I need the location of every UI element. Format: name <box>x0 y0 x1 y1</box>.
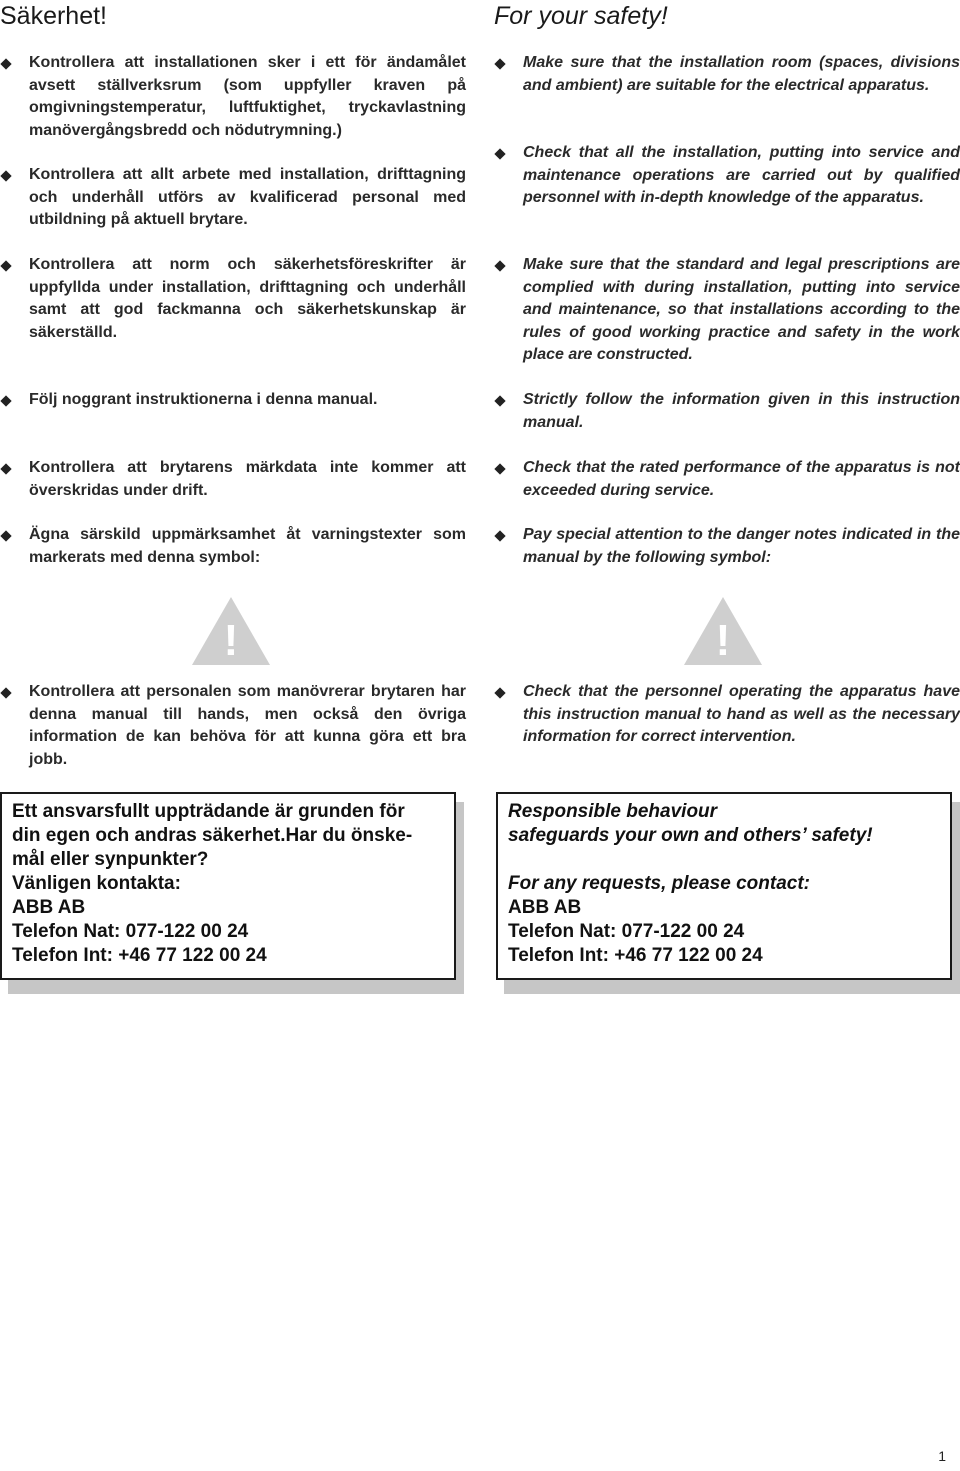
bullet-diamond-icon <box>0 687 11 698</box>
list-item: Check that the rated performance of the apparatus is not exceeded during service. <box>494 457 960 502</box>
warning-triangle-icon <box>682 595 764 667</box>
contact-phone-nat: Telefon Nat: 077-122 00 24 <box>12 921 249 942</box>
warning-triangle-icon <box>190 595 272 667</box>
contact-text: din egen och andras säkerhet.Har du önske- <box>12 825 413 846</box>
bullet-diamond-icon <box>0 395 11 406</box>
page-title-sv: Säkerhet! <box>0 2 108 30</box>
page-title-en: For your safety! <box>494 2 668 30</box>
bullet-diamond-icon <box>0 58 11 69</box>
list-item: Kontrollera att brytarens märkdata inte kommer att överskridas under drift. <box>0 457 466 502</box>
contact-phone-int: Telefon Int: +46 77 122 00 24 <box>12 945 267 966</box>
contact-text: Vänligen kontakta: <box>12 873 181 894</box>
list-item: Make sure that the installation room (spaces, divisions and ambient) are suitable for the electrical apparatus. <box>494 52 960 97</box>
contact-text: Responsible behaviour <box>508 801 718 822</box>
list-item: Kontrollera att allt arbete med installation, drifttagning och underhåll utförs av kvalificerad personal med utbildning på aktuell brytare. <box>0 164 466 232</box>
page-number: 1 <box>938 1448 946 1464</box>
contact-phone-int: Telefon Int: +46 77 122 00 24 <box>508 945 763 966</box>
list-item: Pay special attention to the danger notes indicated in the manual by the following symbol: <box>494 524 960 569</box>
list-item: Kontrollera att personalen som manövrerar brytaren har denna manual till hands, men också den övriga information de kan behöva för att kunna göra ett bra jobb. <box>0 681 466 771</box>
bullet-diamond-icon <box>494 58 505 69</box>
list-item: Check that the personnel operating the apparatus have this instruction manual to hand as well as the necessary information for correct intervention. <box>494 681 960 749</box>
contact-company: ABB AB <box>12 897 86 918</box>
bullet-diamond-icon <box>0 530 11 541</box>
list-item: Ägna särskild uppmärksamhet åt varningstexter som markerats med denna symbol: <box>0 524 466 569</box>
contact-text: Ett ansvarsfullt uppträdande är grunden för <box>12 801 405 822</box>
bullet-diamond-icon <box>0 170 11 181</box>
list-item: Check that all the installation, putting into service and maintenance operations are carried out by qualified personnel with in-depth knowledge of the apparatus. <box>494 142 960 210</box>
contact-text: safeguards your own and others’ safety! <box>508 825 873 846</box>
contact-text: mål eller synpunkter? <box>12 849 209 870</box>
bullet-diamond-icon <box>494 148 505 159</box>
warning-glyph: ! <box>223 616 239 665</box>
bullet-diamond-icon <box>494 463 505 474</box>
bullet-diamond-icon <box>0 260 11 271</box>
warning-glyph: ! <box>715 616 731 665</box>
contact-box-sv <box>0 792 456 980</box>
bullet-diamond-icon <box>494 395 505 406</box>
bullet-diamond-icon <box>494 260 505 271</box>
list-item: Strictly follow the information given in this instruction manual. <box>494 389 960 434</box>
bullet-diamond-icon <box>494 687 505 698</box>
list-item: Kontrollera att installationen sker i ett för ändamålet avsett ställverksrum (som uppfyller kraven på omgivningstemperatur, luftfuktighet, tryckavlastning manövergångsbredd och nödutrymning.) <box>0 52 466 142</box>
contact-phone-nat: Telefon Nat: 077-122 00 24 <box>508 921 745 942</box>
list-item: Make sure that the standard and legal prescriptions are complied with during installation, putting into service and maintenance, so that installations according to the rules of good working practice and safety in the work place are constructed. <box>494 254 960 367</box>
contact-company: ABB AB <box>508 897 582 918</box>
list-item: Följ noggrant instruktionerna i denna manual. <box>0 389 466 412</box>
bullet-diamond-icon <box>0 463 11 474</box>
contact-box-en <box>496 792 952 980</box>
bullet-diamond-icon <box>494 530 505 541</box>
list-item: Kontrollera att norm och säkerhetsföreskrifter är uppfyllda under installation, drifttagning och underhåll samt att god fackmanna och säkerhetskunskap är säkerställd. <box>0 254 466 344</box>
contact-text: For any requests, please contact: <box>508 873 810 894</box>
